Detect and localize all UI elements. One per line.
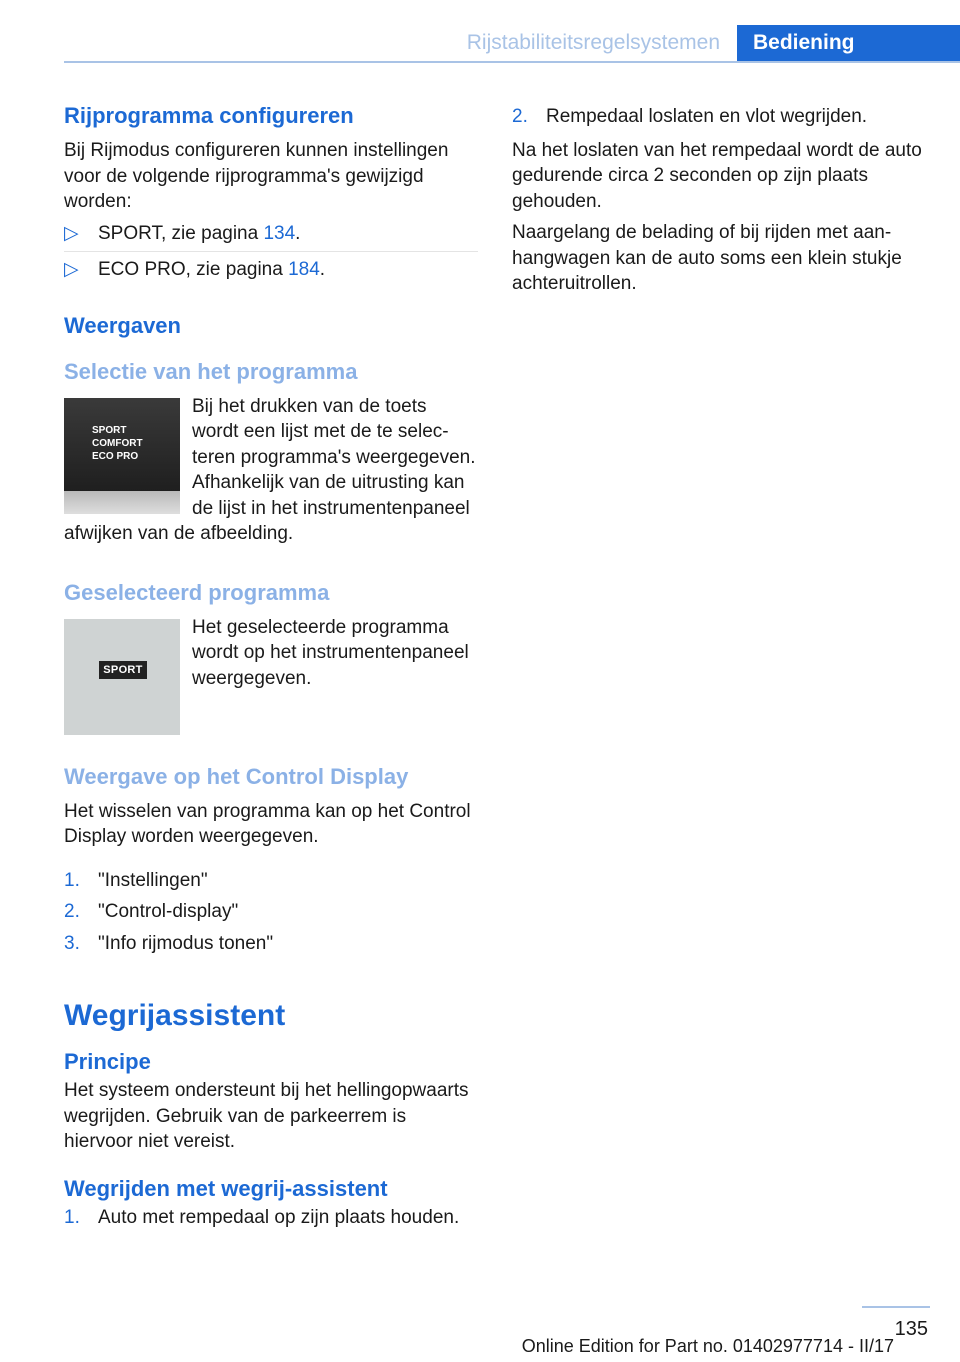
header-rule [64, 61, 960, 63]
heading-wegrijden-met-assistent: Wegrijden met wegrij-assistent [64, 1175, 388, 1201]
list-item: ▷ ECO PRO, zie pagina 184. [64, 257, 478, 286]
start-steps [64, 1205, 478, 1231]
paragraph-selected: Het geselecteerde programma wordt op het instrumentenpaneel weergegeven. [192, 616, 469, 689]
selected-program-image [64, 619, 180, 735]
page-link[interactable]: 184 [288, 259, 320, 280]
control-display-steps [64, 868, 478, 957]
sport-badge: SPORT [99, 661, 147, 679]
paragraph-principe: Het systeem ondersteunt bij het hellingopwaarts wegrijden. Gebruik van de parkeerrem is hiervoor niet vereist. [64, 1080, 469, 1152]
list-item: 3. "Info rijmodus tonen" [64, 931, 478, 957]
step-number: 2. [64, 901, 80, 922]
step-number: 3. [64, 932, 80, 954]
list-divider [64, 251, 478, 252]
page-link[interactable]: 134 [263, 222, 296, 244]
heading-control-display: Weergave op het Control Display [64, 763, 409, 789]
page-number: 135 [894, 1318, 928, 1340]
step-number: 1. [64, 869, 80, 891]
heading-rijprogramma-configureren: Rijprogramma configureren [64, 103, 354, 128]
list-item: ▷ SPORT, zie pagina 134. [64, 221, 478, 250]
figure-block-selection [64, 394, 478, 553]
list-item: 1. "Instellingen" [64, 868, 478, 894]
program-list-image [64, 398, 180, 514]
right-column [512, 104, 928, 303]
paragraph-configure: Bij Rijmodus configureren kunnen instellingen voor de volgende rijprogramma's gewijzigd worden: [64, 140, 449, 212]
program-list-menu: SPORT COMFORT ECO PRO [92, 424, 143, 462]
heading-weergaven: Weergaven [64, 312, 181, 338]
start-steps-continued [512, 104, 928, 130]
step-number: 1. [64, 1206, 80, 1228]
heading-wegrijassistent: Wegrijassistent [64, 999, 286, 1032]
paragraph-control-display: Het wisselen van programma kan op het Control Display worden weergegeven. [64, 800, 471, 847]
triangle-bullet-icon: ▷ [64, 259, 79, 280]
footer-rule [862, 1306, 930, 1308]
step-number: 2. [512, 106, 528, 127]
triangle-bullet-icon: ▷ [64, 222, 79, 244]
header-section-title: Rijstabiliteitsregelsystemen [466, 31, 720, 54]
program-list [64, 221, 478, 286]
heading-geselecteerd-programma: Geselecteerd programma [64, 579, 330, 605]
header-chapter-tab [737, 25, 960, 61]
list-item: 1. Auto met rempedaal op zijn plaats houden. [64, 1205, 478, 1231]
paragraph-rollback: Naargelang de belading of bij rijden met aanhangwagen kan de auto soms een klein stukje achteruitrollen. [512, 222, 902, 294]
paragraph-hold: Na het loslaten van het rempedaal wordt de auto gedurende circa 2 seconden op zijn plaats gehouden. [512, 139, 922, 212]
left-column [64, 100, 478, 1236]
figure-block-selected [64, 615, 478, 739]
heading-principe: Principe [64, 1049, 151, 1074]
list-item: 2. Rempedaal loslaten en vlot wegrijden. [512, 104, 928, 130]
heading-selectie-programma: Selectie van het programma [64, 358, 358, 384]
paragraph-selection: Bij het drukken van de toets wordt een lijst met de te selecteren programma's weergegeven. Afhankelijk van de uitrusting kan de lijst in het instrumentenpaneel afwijken van de afbeelding. [64, 395, 476, 544]
header-chapter-label: Bediening [753, 31, 855, 54]
edition-note: Online Edition for Part no. 01402977714 - II/17 [521, 1336, 894, 1356]
list-item: 2. "Control-display" [64, 899, 478, 925]
